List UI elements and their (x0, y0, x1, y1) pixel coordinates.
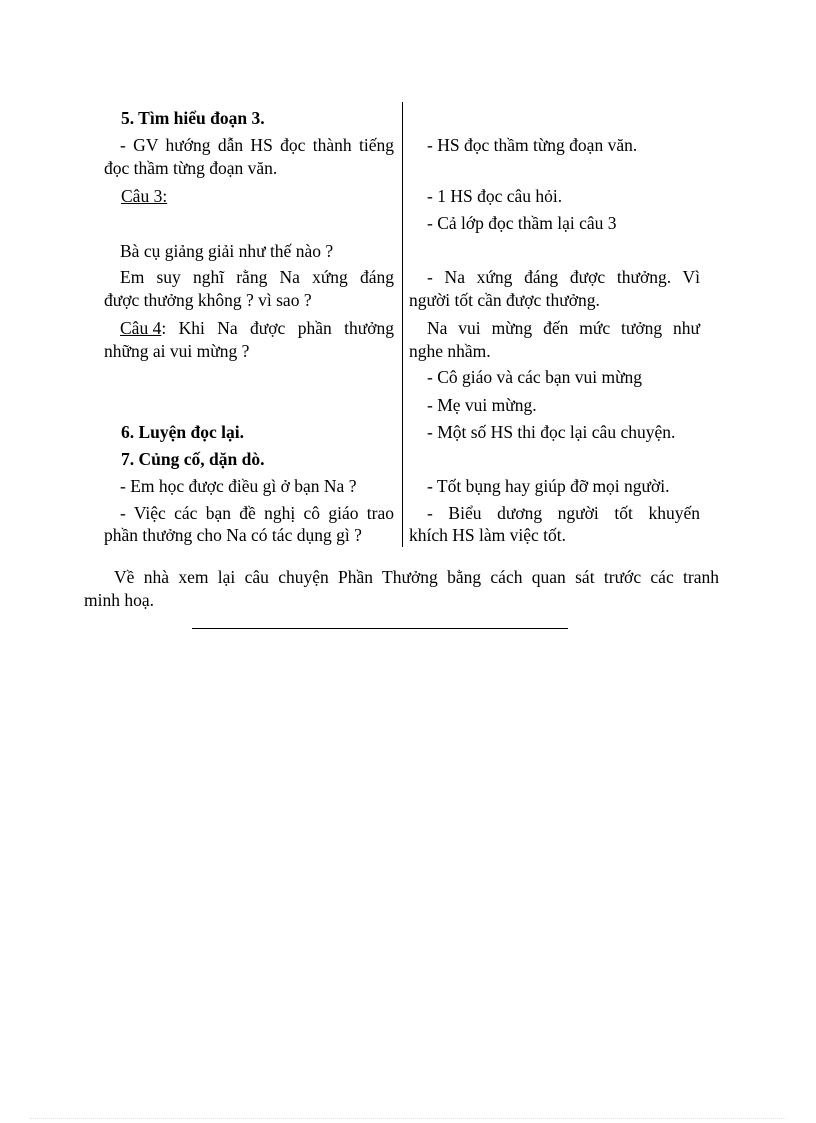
page-bottom-border (30, 1118, 786, 1119)
mot-so-hs: - Một số HS thi đọc lại câu chuyện. (427, 422, 676, 442)
section-7-heading: 7. Củng cố, dặn dò. (121, 449, 265, 469)
section-5-heading: 5. Tìm hiểu đoạn 3. (121, 108, 265, 128)
na-xung-dang-line-2: người tốt cần được thưởng. (409, 290, 600, 310)
hs-doc-tham: - HS đọc thầm từng đoạn văn. (427, 135, 638, 155)
closing-line-2: minh hoạ. (84, 590, 154, 610)
me-vui-mung: - Mẹ vui mừng. (427, 395, 537, 415)
ca-lop-doc-tham: - Cả lớp đọc thầm lại câu 3 (427, 213, 617, 233)
em-suy-nghi-line-2: được thưởng không ? vì sao ? (104, 290, 312, 310)
bieu-duong-line-2: khích HS làm việc tốt. (409, 525, 566, 545)
gv-guide-line-2: đọc thầm từng đoạn văn. (104, 158, 278, 178)
na-vui-mung-line-2: nghe nhầm. (409, 341, 491, 361)
cau-4-label: Câu 4 (120, 318, 162, 338)
end-rule (192, 628, 568, 629)
cau-3-label: Câu 3: (121, 186, 168, 206)
bieu-duong-line-1: - Biểu dương người tốt khuyến (427, 503, 700, 523)
cau-4-line-2: những ai vui mừng ? (104, 341, 250, 361)
viec-cac-ban-line-1: - Việc các bạn đề nghị cô giáo trao (120, 503, 394, 523)
ba-cu-question: Bà cụ giảng giải như thế nào ? (120, 241, 334, 261)
closing-line-1: Về nhà xem lại câu chuyện Phần Thưởng bằng cách quan sát trước các tranh (114, 567, 719, 587)
hs-doc-cau-hoi: - 1 HS đọc câu hỏi. (427, 186, 563, 206)
gv-guide-line-1: - GV hướng dẫn HS đọc thành tiếng (120, 135, 394, 155)
co-giao-vui-mung: - Cô giáo và các bạn vui mừng (427, 367, 643, 387)
em-suy-nghi-line-1: Em suy nghĩ rằng Na xứng đáng (120, 267, 394, 287)
tot-bung: - Tốt bụng hay giúp đỡ mọi người. (427, 476, 670, 496)
cau-4-line-1 (120, 317, 394, 339)
section-6-heading: 6. Luyện đọc lại. (121, 422, 245, 442)
na-xung-dang-line-1: - Na xứng đáng được thưởng. Vì (427, 267, 700, 287)
em-hoc-question: - Em học được điều gì ở bạn Na ? (120, 476, 357, 496)
cau-4-text: : Khi Na được phần thưởng (161, 318, 394, 338)
column-divider (402, 102, 403, 547)
viec-cac-ban-line-2: phần thưởng cho Na có tác dụng gì ? (104, 525, 362, 545)
na-vui-mung-line-1: Na vui mừng đến mức tưởng như (427, 318, 700, 338)
